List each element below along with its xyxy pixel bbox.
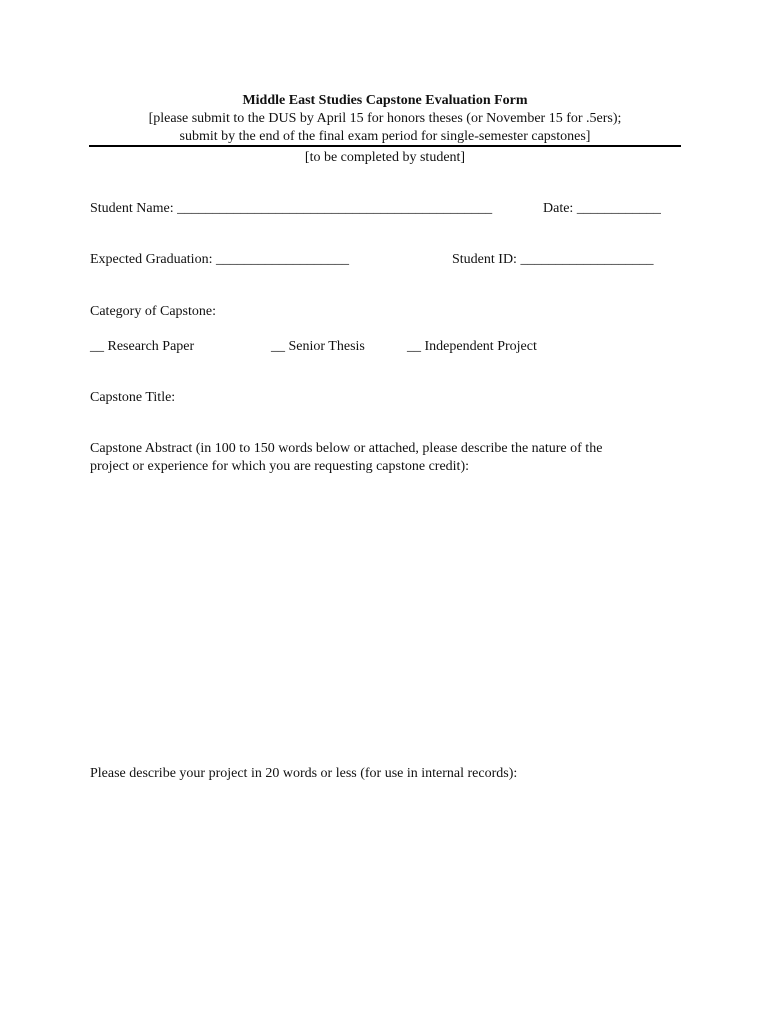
category-option-label: Senior Thesis: [288, 339, 365, 354]
date-label: Date:: [543, 201, 574, 216]
date-row: [543, 200, 661, 218]
abstract-label-line-1: Capstone Abstract (in 100 to 150 words below or attached, please describe the nature of the: [90, 441, 603, 456]
category-option-label: Independent Project: [424, 339, 537, 354]
category-option-blank[interactable]: __: [407, 339, 421, 354]
category-option-independent-project[interactable]: [407, 338, 537, 356]
category-option-blank[interactable]: __: [271, 339, 285, 354]
capstone-title-input[interactable]: [90, 410, 684, 438]
form-instructions-line-2: submit by the end of the final exam period for single-semester capstones]: [179, 129, 591, 144]
short-description-input[interactable]: [90, 788, 684, 992]
date-field[interactable]: ____________: [576, 201, 661, 216]
student-id-row: [452, 251, 653, 269]
category-option-blank[interactable]: __: [90, 339, 104, 354]
student-id-field[interactable]: ___________________: [520, 252, 654, 267]
category-option-research-paper[interactable]: [90, 338, 194, 356]
category-option-senior-thesis[interactable]: [271, 338, 365, 356]
abstract-input[interactable]: [90, 482, 684, 756]
expected-graduation-field[interactable]: ___________________: [215, 252, 349, 267]
student-id-label: Student ID:: [452, 252, 517, 267]
student-name-label: Student Name:: [90, 201, 174, 216]
category-label: Category of Capstone:: [90, 304, 216, 319]
student-name-field[interactable]: _____________________________________________: [177, 201, 493, 216]
expected-graduation-label: Expected Graduation:: [90, 252, 213, 267]
capstone-title-label: Capstone Title:: [90, 390, 176, 405]
form-title: Middle East Studies Capstone Evaluation Form: [242, 93, 528, 108]
abstract-label-line-2: project or experience for which you are requesting capstone credit):: [90, 459, 469, 474]
form-instructions-line-3: [to be completed by student]: [304, 150, 466, 165]
header-divider: [89, 145, 681, 147]
short-description-label: Please describe your project in 20 words or less (for use in internal records):: [90, 766, 518, 781]
category-option-label: Research Paper: [107, 339, 195, 354]
form-instructions-line-1: [please submit to the DUS by April 15 for honors theses (or November 15 for .5ers);: [148, 111, 622, 126]
student-name-row: [90, 200, 492, 218]
expected-graduation-row: [90, 251, 349, 269]
